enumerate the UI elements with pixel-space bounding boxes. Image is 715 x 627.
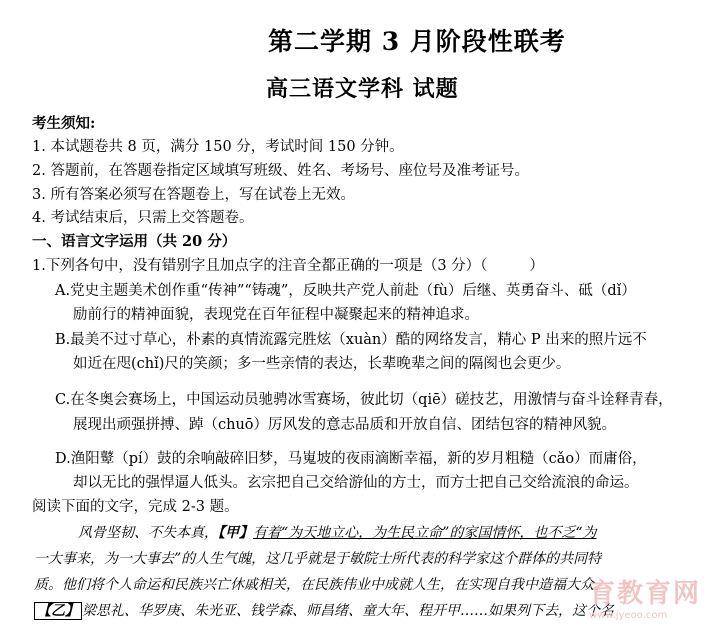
question-1-stem-end: ） [529,258,544,274]
option-c-line-2: 展现出顽强拼搏、踔（chuō）厉风发的意志品质和开放自信、团结包容的精神风貌。 [73,417,617,433]
passage-line-4 [34,601,614,621]
exam-subtitle: 高三语文学科 试题 [266,76,459,102]
notice-item-1: 1. 本试题卷共 8 页，满分 150 分，考试时间 150 分钟。 [32,139,404,155]
option-d-line-2: 却以无比的强悍逼人低头。玄宗把自己交给游仙的方士，而方士把自己交给流浪的命运。 [73,475,639,491]
option-c-line-1: C.在冬奥会赛场上，中国运动员驰骋冰雪赛场，彼此切（qiē）磋技艺，用激情与奋斗诠释青春， [55,392,673,408]
passage-line-1-start: 风骨坚韧、不失本真， [78,525,218,541]
watermark-url: www.jyeoo.com [588,610,668,621]
notice-item-3: 3. 所有答案必须写在答题卷上，写在试卷上无效。 [32,187,355,203]
option-d-line-1: D.渔阳鼙（pí）鼓的余响敲碎旧梦，马嵬坡的夜雨滴断幸福，新的岁月粗糙（cǎo）而庸俗， [55,451,647,467]
question-1-stem-text: 1.下列各句中，没有错别字且加点字的注音全都正确的一项是（3 分）（ [32,258,488,274]
passage-line-1 [78,523,596,543]
passage-line-4-text: 梁思礼、华罗庚、朱光亚、钱学森、师昌绪、童大年、程开甲……如果列下去，这个名 [82,603,614,619]
question-1-stem [32,256,544,276]
passage-line-1-underlined: 有着“为天地立心，为生民立命”的家国情怀，也不乏“为 [253,525,597,541]
option-b-line-1: B.最美不过寸草心，朴素的真情流露完胜炫（xuàn）酷的网络发言，精心 P 出来的照片远不 [55,332,647,348]
notice-heading: 考生须知: [32,115,96,132]
passage-line-2: 一大事来，为一大事去”的人生气魄，这几乎就是于敏院士所代表的科学家这个群体的共同特 [34,551,602,567]
passage-tag-jia: 【甲】 [218,525,253,541]
watermark-logo [589,573,701,621]
section-heading: 一、语言文字运用（共 20 分） [32,233,237,250]
exam-title: 第二学期 3 月阶段性联考 [268,27,566,56]
passage-line-3: 质。他们将个人命运和民族兴亡休戚相关，在民族伟业中成就人生，在实现自我中造福大众。 [34,577,608,593]
reading-intro: 阅读下面的文字，完成 2-3 题。 [32,499,239,515]
passage-tag-yi: 【乙】 [34,602,82,620]
option-a-line-2: 励前行的精神面貌，表现党在百年征程中凝聚起来的精神追求。 [73,307,479,323]
option-a-line-1: A.党史主题美术创作重“传神”“铸魂”，反映共产党人前赴（fù）后继、英勇奋斗、砥（dǐ） [55,283,636,299]
notice-item-4: 4. 考试结束后，只需上交答题卷。 [32,210,254,226]
notice-item-2: 2. 答题前，在答题卷指定区域填写班级、姓名、考场号、座位号及准考证号。 [32,163,529,179]
option-b-line-2: 如近在咫(chǐ)尺的笑颜；多一些亲情的表达，长辈晚辈之间的隔阂也会更少。 [73,356,571,372]
watermark-text: 育教育网 [588,579,701,609]
